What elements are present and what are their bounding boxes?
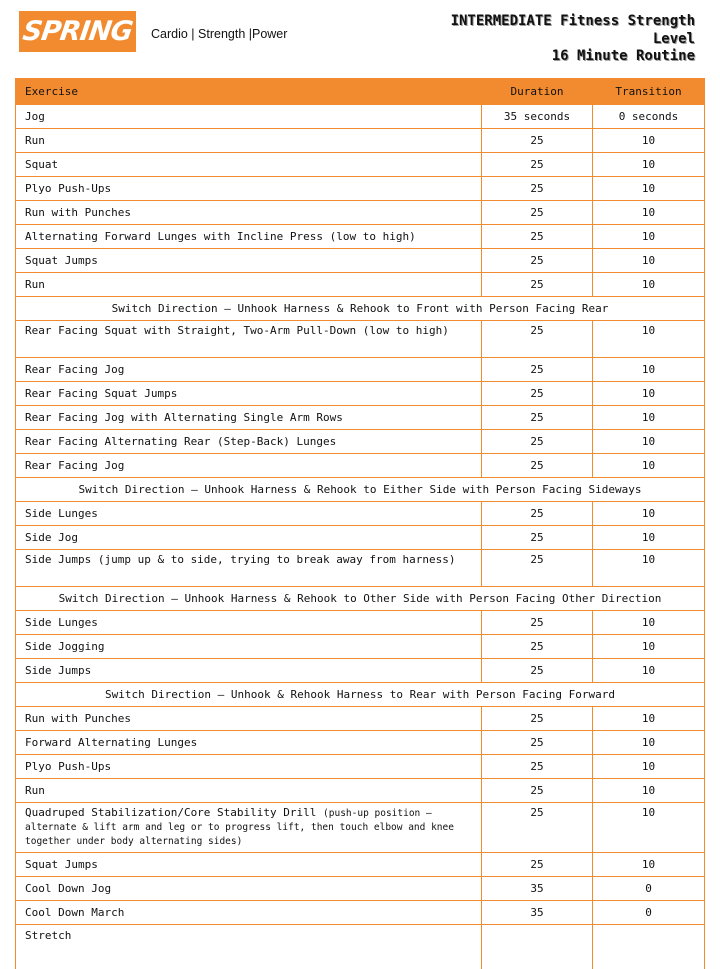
duration-cell: 25 <box>482 321 593 358</box>
exercise-name: Rear Facing Squat with Straight, Two-Arm Pull-Down (low to high) <box>25 324 449 337</box>
exercise-name: Side Jogging <box>25 640 104 653</box>
table-row <box>16 659 705 683</box>
exercise-name: Stretch <box>25 929 71 942</box>
duration-cell: 25 <box>482 731 593 755</box>
transition-cell: 10 <box>593 321 705 358</box>
transition-cell: 10 <box>593 853 705 877</box>
transition-cell: 10 <box>593 635 705 659</box>
duration-cell: 25 <box>482 853 593 877</box>
duration-cell: 25 <box>482 659 593 683</box>
exercise-cell <box>16 406 482 430</box>
exercise-cell <box>16 731 482 755</box>
exercise-name: Squat Jumps <box>25 254 98 267</box>
exercise-name: Quadruped Stabilization/Core Stability Drill <box>25 806 316 819</box>
exercise-name: Side Lunges <box>25 616 98 629</box>
header-duration: Duration <box>482 79 593 105</box>
transition-cell: 10 <box>593 526 705 550</box>
transition-cell: 10 <box>593 201 705 225</box>
title-line-2: Level <box>451 31 695 49</box>
duration-cell: 25 <box>482 153 593 177</box>
duration-cell: 25 <box>482 502 593 526</box>
exercise-name: Run with Punches <box>25 206 131 219</box>
table-row <box>16 430 705 454</box>
exercise-cell <box>16 901 482 925</box>
exercise-name: Run <box>25 784 45 797</box>
switch-direction-row <box>16 297 705 321</box>
exercise-cell <box>16 925 482 969</box>
transition-cell: 10 <box>593 358 705 382</box>
exercise-cell <box>16 225 482 249</box>
transition-cell: 10 <box>593 659 705 683</box>
table-row <box>16 105 705 129</box>
exercise-name: Alternating Forward Lunges with Incline Press (low to high) <box>25 230 416 243</box>
table-row <box>16 454 705 478</box>
exercise-cell <box>16 177 482 201</box>
exercise-cell <box>16 358 482 382</box>
table-row <box>16 853 705 877</box>
exercise-cell <box>16 430 482 454</box>
duration-cell: 25 <box>482 526 593 550</box>
exercise-name: Cool Down March <box>25 906 124 919</box>
duration-cell: 25 <box>482 550 593 587</box>
table-row <box>16 731 705 755</box>
table-row <box>16 803 705 853</box>
exercise-name: Squat Jumps <box>25 858 98 871</box>
brand-logo <box>19 11 136 52</box>
table-row <box>16 526 705 550</box>
transition-cell: 10 <box>593 382 705 406</box>
exercise-name: Rear Facing Jog with Alternating Single Arm Rows <box>25 411 343 424</box>
exercise-name: Rear Facing Squat Jumps <box>25 387 177 400</box>
table-row <box>16 249 705 273</box>
duration-cell: 25 <box>482 273 593 297</box>
exercise-name: Side Jumps (jump up & to side, trying to break away from harness) <box>25 553 455 566</box>
exercise-name: Rear Facing Alternating Rear (Step-Back) Lunges <box>25 435 336 448</box>
switch-direction-text: Switch Direction – Unhook Harness & Rehook to Other Side with Person Facing Other Direction <box>16 587 705 611</box>
duration-cell: 25 <box>482 707 593 731</box>
exercise-name: Squat <box>25 158 58 171</box>
title-line-3: 16 Minute Routine <box>451 48 695 66</box>
duration-cell: 35 <box>482 877 593 901</box>
transition-cell: 10 <box>593 611 705 635</box>
table-row <box>16 779 705 803</box>
duration-cell: 25 <box>482 201 593 225</box>
exercise-name: Run <box>25 134 45 147</box>
duration-cell: 25 <box>482 358 593 382</box>
table-row <box>16 382 705 406</box>
duration-cell: 25 <box>482 382 593 406</box>
duration-cell: 25 <box>482 406 593 430</box>
exercise-name: Run with Punches <box>25 712 131 725</box>
exercise-cell <box>16 803 482 853</box>
table-row <box>16 153 705 177</box>
table-row <box>16 901 705 925</box>
routine-table <box>15 78 705 969</box>
exercise-name: Rear Facing Jog <box>25 363 124 376</box>
transition-cell: 10 <box>593 406 705 430</box>
duration-cell: 35 seconds <box>482 105 593 129</box>
exercise-cell <box>16 273 482 297</box>
switch-direction-row <box>16 683 705 707</box>
transition-cell: 10 <box>593 731 705 755</box>
duration-cell <box>482 925 593 969</box>
table-row <box>16 877 705 901</box>
duration-cell: 25 <box>482 430 593 454</box>
exercise-cell <box>16 526 482 550</box>
transition-cell <box>593 925 705 969</box>
exercise-cell <box>16 635 482 659</box>
duration-cell: 25 <box>482 635 593 659</box>
title-line-1: INTERMEDIATE Fitness Strength <box>451 13 695 31</box>
transition-cell: 10 <box>593 550 705 587</box>
switch-direction-text: Switch Direction – Unhook Harness & Rehook to Front with Person Facing Rear <box>16 297 705 321</box>
exercise-name: Side Jumps <box>25 664 91 677</box>
exercise-cell <box>16 611 482 635</box>
exercise-cell <box>16 502 482 526</box>
table-row <box>16 406 705 430</box>
table-row <box>16 755 705 779</box>
exercise-cell <box>16 382 482 406</box>
transition-cell: 0 <box>593 877 705 901</box>
exercise-name: Run <box>25 278 45 291</box>
duration-cell: 25 <box>482 803 593 853</box>
switch-direction-text: Switch Direction – Unhook Harness & Rehook to Either Side with Person Facing Sideways <box>16 478 705 502</box>
exercise-name: Plyo Push-Ups <box>25 760 111 773</box>
transition-cell: 10 <box>593 249 705 273</box>
transition-cell: 10 <box>593 454 705 478</box>
transition-cell: 10 <box>593 273 705 297</box>
exercise-name: Jog <box>25 110 45 123</box>
table-row <box>16 358 705 382</box>
exercise-cell <box>16 755 482 779</box>
page-title <box>451 13 695 66</box>
table-row <box>16 225 705 249</box>
switch-direction-text: Switch Direction – Unhook & Rehook Harness to Rear with Person Facing Forward <box>16 683 705 707</box>
exercise-cell <box>16 201 482 225</box>
table-row <box>16 129 705 153</box>
exercise-name: Side Lunges <box>25 507 98 520</box>
transition-cell: 10 <box>593 129 705 153</box>
exercise-cell <box>16 877 482 901</box>
transition-cell: 10 <box>593 803 705 853</box>
transition-cell: 10 <box>593 430 705 454</box>
table-row <box>16 321 705 358</box>
exercise-name: Rear Facing Jog <box>25 459 124 472</box>
duration-cell: 35 <box>482 901 593 925</box>
table-header-row <box>16 79 705 105</box>
duration-cell: 25 <box>482 225 593 249</box>
exercise-cell <box>16 249 482 273</box>
exercise-cell <box>16 129 482 153</box>
transition-cell: 10 <box>593 779 705 803</box>
duration-cell: 25 <box>482 755 593 779</box>
header-exercise: Exercise <box>16 79 482 105</box>
transition-cell: 10 <box>593 502 705 526</box>
duration-cell: 25 <box>482 129 593 153</box>
duration-cell: 25 <box>482 611 593 635</box>
table-row <box>16 273 705 297</box>
table-row <box>16 177 705 201</box>
exercise-cell <box>16 153 482 177</box>
exercise-cell <box>16 853 482 877</box>
exercise-name: Side Jog <box>25 531 78 544</box>
table-row <box>16 635 705 659</box>
exercise-note: (push-up position – alternate & lift arm and leg or to progress lift, then touch elbow and knee together under body alternating sides) <box>25 808 454 847</box>
exercise-cell <box>16 105 482 129</box>
exercise-name: Plyo Push-Ups <box>25 182 111 195</box>
transition-cell: 0 <box>593 901 705 925</box>
transition-cell: 0 seconds <box>593 105 705 129</box>
exercise-cell <box>16 550 482 587</box>
transition-cell: 10 <box>593 153 705 177</box>
table-row <box>16 611 705 635</box>
duration-cell: 25 <box>482 779 593 803</box>
tagline: Cardio | Strength |Power <box>151 27 287 41</box>
transition-cell: 10 <box>593 707 705 731</box>
exercise-name: Cool Down Jog <box>25 882 111 895</box>
exercise-cell <box>16 659 482 683</box>
duration-cell: 25 <box>482 249 593 273</box>
switch-direction-row <box>16 478 705 502</box>
transition-cell: 10 <box>593 755 705 779</box>
logo-text: SPRING <box>21 16 134 47</box>
table-row <box>16 550 705 587</box>
exercise-name: Forward Alternating Lunges <box>25 736 197 749</box>
table-row <box>16 201 705 225</box>
table-row <box>16 707 705 731</box>
table-row <box>16 502 705 526</box>
header-transition: Transition <box>593 79 705 105</box>
exercise-cell <box>16 779 482 803</box>
exercise-cell <box>16 454 482 478</box>
duration-cell: 25 <box>482 177 593 201</box>
exercise-cell <box>16 321 482 358</box>
duration-cell: 25 <box>482 454 593 478</box>
transition-cell: 10 <box>593 177 705 201</box>
transition-cell: 10 <box>593 225 705 249</box>
switch-direction-row <box>16 587 705 611</box>
exercise-cell <box>16 707 482 731</box>
table-row <box>16 925 705 969</box>
